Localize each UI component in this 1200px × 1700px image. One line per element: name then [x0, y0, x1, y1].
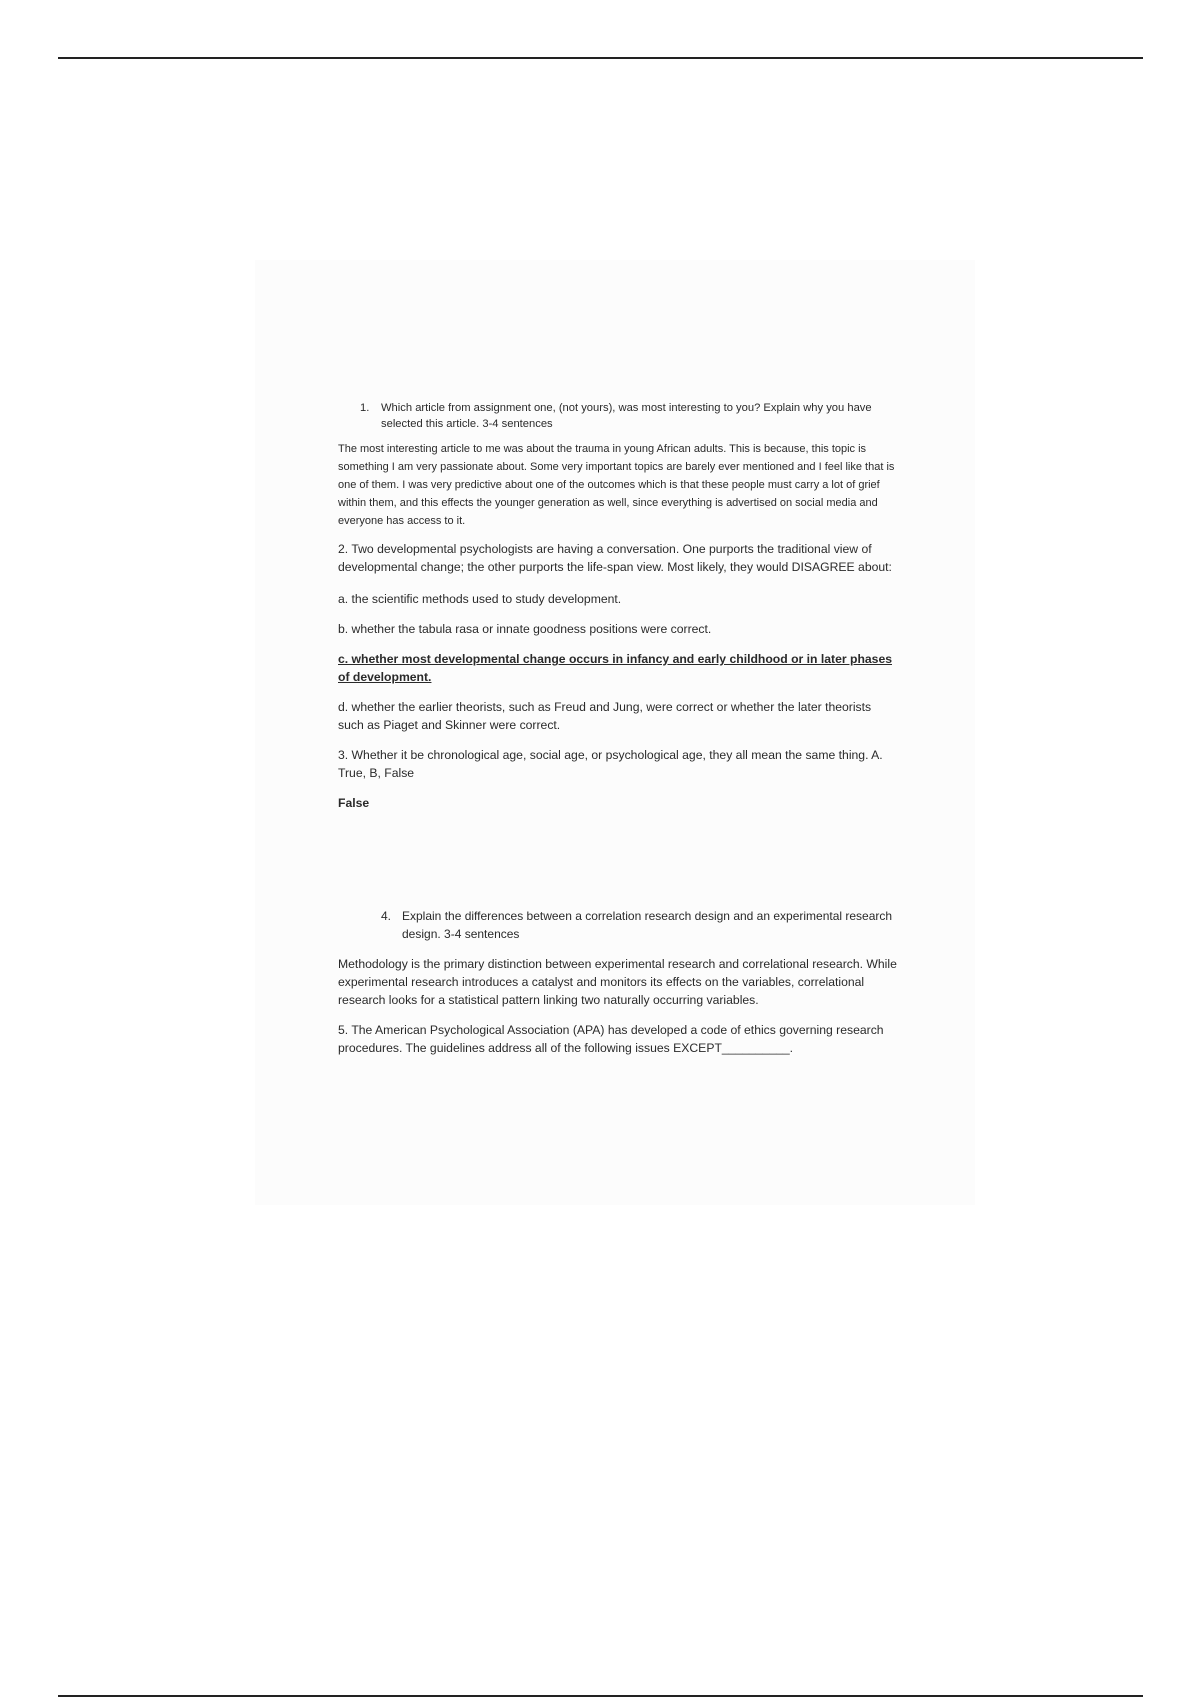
bottom-rule	[58, 1695, 1143, 1697]
option-b: b. whether the tabula rasa or innate goodness positions were correct.	[338, 622, 712, 636]
blank-space	[338, 812, 898, 907]
question-3: 3. Whether it be chronological age, social age, or psychological age, they all mean the same thing. A. True, B, False	[338, 748, 883, 780]
answer-1: The most interesting article to me was about the trauma in young African adults. This is because, this topic is something I am very passionate about. Some very important topics are barely ever mentioned and I feel like that is one of them. I was very predictive about one of the outcomes which is that these people must carry a lot of grief within them, and this effects the younger generation as well, since everything is advertised on social media and everyone has access to it.	[338, 443, 895, 527]
answer-3: False	[338, 796, 370, 810]
top-rule	[58, 57, 1143, 59]
option-d: d. whether the earlier theorists, such as Freud and Jung, were correct or whether the later theorists such as Piaget and Skinner were correct.	[338, 700, 872, 732]
question-1-number: 1.	[360, 402, 370, 414]
question-2: 2. Two developmental psychologists are having a conversation. One purports the traditional view of developmental change; the other purports the life-span view. Most likely, they would DISAGREE about:	[338, 542, 892, 574]
option-c-selected: c. whether most developmental change occurs in infancy and early childhood or in later phases of development.	[338, 652, 892, 684]
question-1	[360, 400, 898, 432]
question-1-text: Which article from assignment one, (not yours), was most interesting to you? Explain why you have selected this article. 3-4 sentences	[381, 402, 872, 430]
option-a: a. the scientific methods used to study development.	[338, 592, 622, 606]
question-4-number: 4.	[381, 909, 392, 923]
answer-4: Methodology is the primary distinction between experimental research and correlational research. While experimental research introduces a catalyst and monitors its effects on the variables, correlational research looks for a statistical pattern linking two naturally occurring variables.	[338, 957, 897, 1007]
question-4-text: Explain the differences between a correlation research design and an experimental research design. 3-4 sentences	[402, 909, 893, 941]
question-5: 5. The American Psychological Association (APA) has developed a code of ethics governing research procedures. The guidelines address all of the following issues EXCEPT__________.	[338, 1023, 884, 1055]
question-4	[381, 907, 898, 943]
document-body	[338, 400, 898, 1057]
